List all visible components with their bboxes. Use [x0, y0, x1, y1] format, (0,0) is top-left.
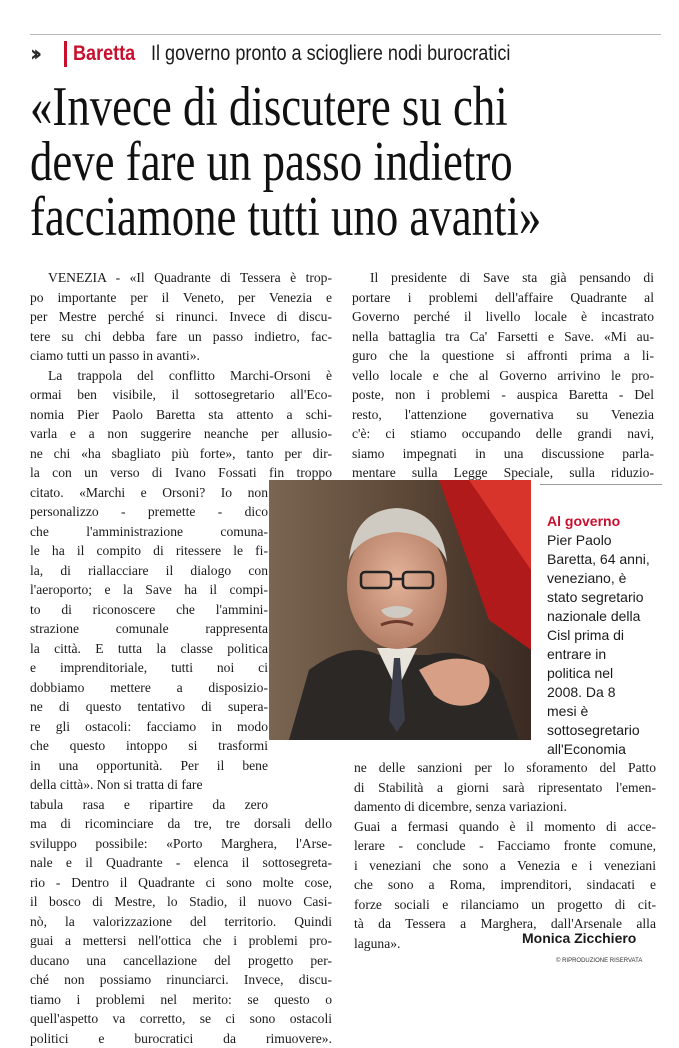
caption-line: sottosegretario [547, 721, 677, 740]
text-line: nella battaglia tra Ca' Farsetti e Save. «Mi au- [352, 327, 654, 347]
text-line: forze sociali e rilanciamo un progetto di cit- [354, 895, 656, 915]
text-line: citato. «Marchi e Orsoni? Io non [30, 483, 268, 503]
caption-line: stato segretario [547, 588, 677, 607]
text-line: la, di riallacciare il dialogo con [30, 561, 268, 581]
article-column-right-bottom [354, 758, 656, 953]
text-line: il bosco di Mestre, lo Stadio, il nuovo Casi- [30, 892, 332, 912]
caption-line: veneziano, è [547, 569, 677, 588]
headline-line: deve fare un passo indietro [30, 135, 542, 190]
text-line: re gli ostacoli: facciamo in modo [30, 717, 268, 737]
text-line: to di riconoscere che l'ammini- [30, 600, 268, 620]
text-line: strazione comunale rappresenta [30, 619, 268, 639]
caption-text [547, 531, 677, 759]
text-line: la città. E tutta la classe politica [30, 639, 268, 659]
caption-line: mesi è [547, 702, 677, 721]
text-line: guro che la questione si affronti prima a li- [352, 346, 654, 366]
text-line: della città». Non si tratta di fare [30, 775, 268, 795]
kicker-bar [64, 41, 67, 67]
text-line: i veneziani che sono a Venezia e i veneziani [354, 856, 656, 876]
text-line: Guai a fermasi quando è il momento di acce- [354, 817, 656, 837]
text-line: vello locale e che al Governo arrivino le pro- [352, 366, 654, 386]
article-column-right-top [352, 268, 654, 483]
text-line: La trappola del conflitto Marchi-Orsoni è [30, 366, 332, 386]
text-line: che l'amministrazione comuna- [30, 522, 268, 542]
text-line: la con un verso di Ivano Fossati fin troppo [30, 463, 332, 483]
text-line: l'aeroporto; e la Save ha il compi- [30, 580, 268, 600]
text-line: laguna». [354, 934, 656, 954]
headline-line: «Invece di discutere su chi [30, 80, 542, 135]
text-line: rio - Dentro il Quadrante ci sono molte cose, [30, 873, 332, 893]
caption-line: nazionale della [547, 607, 677, 626]
text-line: di Stabilità a giorni sarà ripresentato l'emen- [354, 778, 656, 798]
text-line: siamo impegnati in una discussione parla- [352, 444, 654, 464]
text-line: ma di ricominciare da tre, tre dorsali dello [30, 814, 332, 834]
author-byline: Monica Zicchiero [522, 930, 636, 946]
top-rule [30, 34, 661, 35]
text-line: tà da Tessera a Marghera, dall'Arsenale alla [354, 914, 656, 934]
text-line: varla e a non suggerire neanche per allusio- [30, 424, 332, 444]
text-line: che questo intoppo si trasformi [30, 736, 268, 756]
text-line: resto, l'attenzione governativa su Venezia [352, 405, 654, 425]
caption-line: entrare in [547, 645, 677, 664]
portrait-photo [269, 480, 531, 740]
caption-line: Pier Paolo [547, 531, 677, 550]
text-line: le ha il compito di ritessere le fi- [30, 541, 268, 561]
caption-title: Al governo [547, 512, 677, 531]
text-line: sviluppo possibile: «Porto Marghera, l'Arse- [30, 834, 332, 854]
kicker-title: Il governo pronto a sciogliere nodi burocratici [151, 42, 510, 66]
text-line: in una opportunità. Per il bene [30, 756, 268, 776]
text-line: dobbiamo mettere a disposizio- [30, 678, 268, 698]
text-line: VENEZIA - «Il Quadrante di Tessera è trop- [30, 268, 332, 288]
text-line: tere su chi debba fare un passo indietro, fac- [30, 327, 332, 347]
text-line: poste, non i problemi - auspica Baretta - Del [352, 385, 654, 405]
copyright-notice: © RIPRODUZIONE RISERVATA [556, 958, 642, 964]
text-line: tabula rasa e ripartire da zero [30, 795, 268, 815]
text-line: nomia Pier Paolo Baretta sta attento a schi- [30, 405, 332, 425]
text-line: quell'aspetto va corretto, se ci sono ostacoli [30, 1009, 332, 1029]
text-line: portare i problemi dell'affaire Quadrante al [352, 288, 654, 308]
kicker [30, 38, 569, 70]
photo-caption [547, 512, 677, 759]
text-line: guai a mettersi nell'ottica che i problemi pro- [30, 931, 332, 951]
caption-line: Baretta, 64 anni, [547, 550, 677, 569]
text-line: e imprenditoriale, tutti noi ci [30, 658, 268, 678]
caption-line: 2008. Da 8 [547, 683, 677, 702]
text-line: che sono a Roma, imprenditori, sindacati e [354, 875, 656, 895]
text-line: per Mestre perché si rinunci. Invece di discu- [30, 307, 332, 327]
text-line: nale e il Quadrante - elenca il sottosegreta- [30, 853, 332, 873]
text-line: ché non possiamo rinunciarci. Invece, discu- [30, 970, 332, 990]
text-line: Governo perché il livello locale è incastrato [352, 307, 654, 327]
text-line: tiamo i problemi nel merito: se questo o [30, 990, 332, 1010]
text-line: damento di dicembre, senza variazioni. [354, 797, 656, 817]
text-line: ducano una cancellazione del progetto per- [30, 951, 332, 971]
text-line: ormai ben visibile, il sottosegretario all'Eco- [30, 385, 332, 405]
text-line: mentare sulla Legge Speciale, sulla riduzio- [352, 463, 654, 483]
caption-line: all'Economia [547, 740, 677, 759]
text-line: ne delle sanzioni per lo sforamento del Patto [354, 758, 656, 778]
text-line: lerare - conclude - Facciamo fronte comune, [354, 836, 656, 856]
text-line: ciamo tutti un passo in avanti». [30, 346, 332, 366]
headline-line: facciamone tutti uno avanti» [30, 190, 542, 245]
caption-line: politica nel [547, 664, 677, 683]
text-line: c'è: ci stiamo occupando delle grandi navi, [352, 424, 654, 444]
text-line: personalizzo - premette - dico [30, 502, 268, 522]
text-line: nò, la valorizzazione del territorio. Quindi [30, 912, 332, 932]
text-line: politici e burocratici da rimuovere». [30, 1029, 332, 1048]
portrait-illustration [269, 480, 531, 740]
kicker-name: Baretta [73, 42, 135, 66]
headline [30, 80, 670, 245]
text-line: Il presidente di Save sta già pensando di [352, 268, 654, 288]
caption-rule [540, 484, 662, 485]
text-line: ne di questo tentativo di supera- [30, 697, 268, 717]
text-line: po importante per il Veneto, per Venezia e [30, 288, 332, 308]
double-chevron-icon: ›› [30, 42, 60, 67]
caption-line: Cisl prima di [547, 626, 677, 645]
text-line: ne chi «ha sbagliato più forte», tanto per dir- [30, 444, 332, 464]
